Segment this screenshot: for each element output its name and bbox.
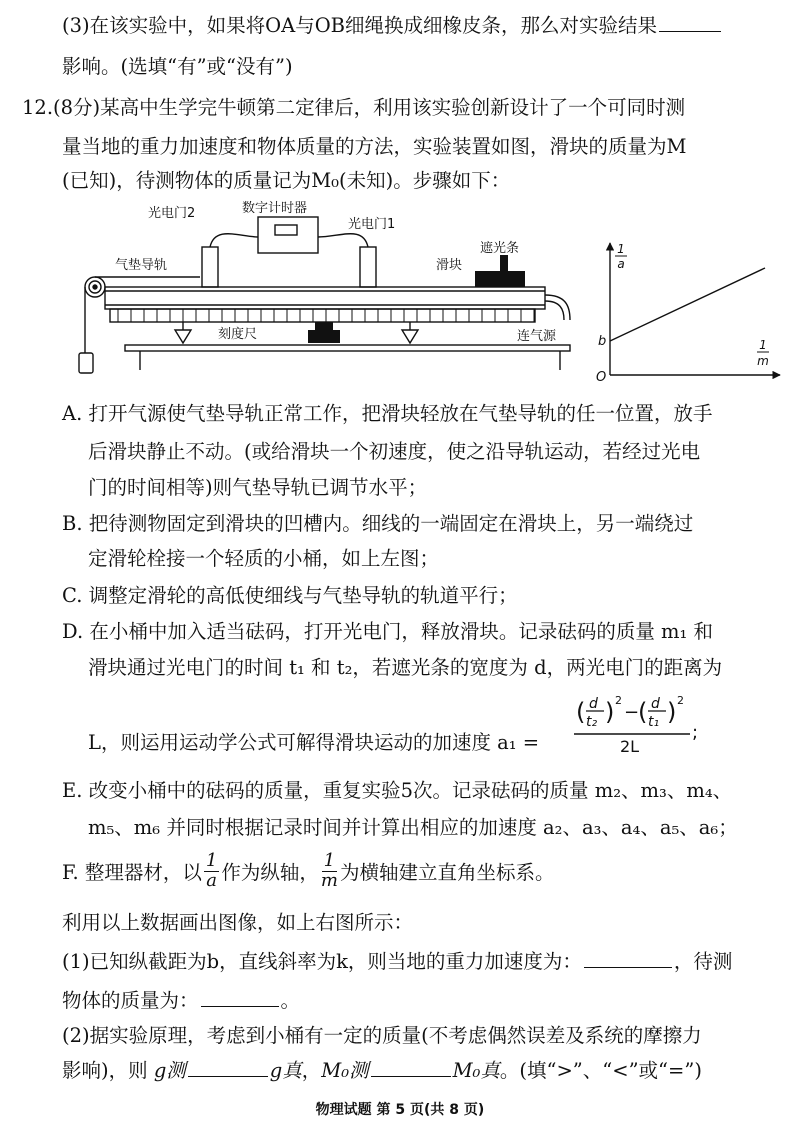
question-1-line1: (1)已知纵截距为b，直线斜率为k，则当地的重力加速度为： ，待测	[62, 950, 733, 973]
label-shade: 遮光条	[480, 241, 520, 256]
svg-text:−: −	[624, 702, 640, 723]
svg-text:d: d	[589, 696, 598, 712]
slider-block	[475, 271, 525, 287]
step-c-line1: C. 调整定滑轮的高低使细线与气垫导轨的轨道平行；	[62, 584, 518, 607]
svg-text:;: ;	[692, 722, 699, 743]
step-d-line1: D. 在小桶中加入适当砝码，打开光电门，释放滑块。记录砝码的质量 m₁ 和	[62, 620, 714, 643]
page-footer: 物理试题 第 5 页(共 8 页)	[315, 1102, 485, 1118]
step-b-line2: 定滑轮栓接一个轻质的小桶，如上左图；	[88, 547, 440, 570]
question-1-line2: 物体的质量为： 。	[62, 989, 301, 1012]
question-score: (8分)	[53, 96, 101, 119]
label-gate1: 光电门1	[348, 217, 396, 232]
step-d-line2: 滑块通过光电门的时间 t₁ 和 t₂，若遮光条的宽度为 d，两光电门的距离为	[88, 656, 723, 679]
answer-blank[interactable]	[659, 30, 721, 32]
g-compare-blank[interactable]	[188, 1075, 268, 1077]
step-f-line1: F. 整理器材，以 $\frac{1}{a}$ 作为纵轴， $\frac{1}{m}$ 为横轴建立直角坐标系。	[62, 850, 555, 891]
origin-label: O	[596, 370, 607, 385]
step-a-line2: 后滑块静止不动。(或给滑块一个初速度，使之沿导轨运动，若经过光电	[88, 440, 701, 463]
step-a-line3: 门的时间相等)则气垫导轨已调节水平；	[88, 476, 428, 499]
intercept-label: b	[598, 334, 607, 349]
step-d-line3: L，则运用运动学公式可解得滑块运动的加速度 a₁ =	[88, 731, 540, 754]
svg-text:(: (	[576, 698, 586, 726]
question-2-line2: 影响)，则 g测 g真，M₀测 M₀真。(填“>”、“<”或“=”)	[62, 1059, 702, 1082]
q12-intro-line1: 12.(8分)某高中生学完牛顿第二定律后，利用该实验创新设计了一个可同时测	[22, 96, 686, 119]
svg-text:2: 2	[677, 694, 684, 707]
shade-strip	[500, 255, 508, 271]
q12-intro-line3: (已知)，待测物体的质量记为M₀(未知)。步骤如下：	[62, 169, 511, 192]
step-b-line1: B. 把待测物固定到滑块的凹槽内。细线的一端固定在滑块上，另一端绕过	[62, 512, 694, 535]
label-ruler: 刻度尺	[218, 327, 258, 342]
y-axis-label-num: 1	[617, 242, 625, 256]
x-axis-label-num: 1	[759, 338, 767, 352]
svg-text:d: d	[651, 696, 660, 712]
fraction-1-over-m: $\frac{1}{m}$	[320, 850, 338, 891]
step-e-line1: E. 改变小桶中的砝码的质量，重复实验5次。记录砝码的质量 m₂、m₃、m₄、	[62, 779, 733, 802]
label-gate2: 光电门2	[148, 206, 196, 221]
svg-text:(: (	[638, 698, 648, 726]
q11-3-line2: 影响。(选填“有”或“没有”)	[62, 55, 293, 78]
data-line	[610, 268, 765, 341]
svg-text:2L: 2L	[620, 737, 640, 756]
acceleration-formula	[572, 690, 702, 758]
label-air-source: 连气源	[517, 329, 557, 344]
label-track: 气垫导轨	[115, 258, 168, 273]
x-axis-label-den: m	[757, 354, 769, 368]
m-compare-blank[interactable]	[371, 1075, 451, 1077]
questions-lead: 利用以上数据画出图像，如上右图所示：	[62, 911, 414, 934]
label-slider: 滑块	[436, 258, 463, 273]
svg-text:): )	[667, 698, 677, 726]
q11-3-line1: (3)在该实验中，如果将OA与OB细绳换成细橡皮条，那么对实验结果	[62, 10, 723, 38]
q12-intro-line2: 量当地的重力加速度和物体质量的方法，实验装置如图，滑块的质量为M	[62, 135, 687, 158]
step-e-line2: m₅、m₆ 并同时根据记录时间并计算出相应的加速度 a₂、a₃、a₄、a₅、a₆；	[88, 816, 738, 839]
step-a-line1: A. 打开气源使气垫导轨正常工作，把滑块轻放在气垫导轨的任一位置，放手	[62, 402, 713, 425]
svg-text:t₂: t₂	[586, 714, 598, 730]
label-timer: 数字计时器	[242, 201, 308, 216]
mass-answer-blank[interactable]	[201, 1005, 279, 1007]
gravity-answer-blank[interactable]	[584, 966, 672, 968]
svg-text:2: 2	[615, 694, 622, 707]
y-axis-label-den: a	[617, 257, 625, 271]
line-graph	[585, 235, 785, 385]
question-number: 12.	[22, 96, 54, 119]
question-2-line1: (2)据实验原理，考虑到小桶有一定的质量(不考虑偶然误差及系统的摩擦力	[62, 1024, 702, 1047]
fraction-1-over-a: $\frac{1}{a}$	[205, 850, 218, 891]
svg-text:): )	[605, 698, 615, 726]
svg-text:t₁: t₁	[648, 714, 660, 730]
apparatus-figure	[70, 195, 580, 385]
